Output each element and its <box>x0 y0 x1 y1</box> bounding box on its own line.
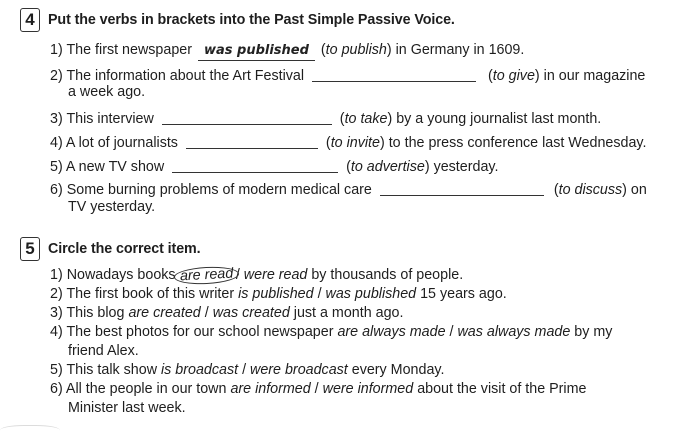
item-text: This talk show <box>66 362 158 378</box>
option-2[interactable]: was published <box>325 286 417 302</box>
answer-blank[interactable] <box>172 157 338 173</box>
exercise-4-header <box>20 8 455 32</box>
page-edge-decoration <box>0 425 60 438</box>
item-number: 2) <box>50 286 63 302</box>
option-1[interactable]: are informed <box>230 381 311 397</box>
item-number: 1) <box>50 267 63 283</box>
item-text: A lot of journalists <box>65 135 178 151</box>
option-2[interactable]: were broadcast <box>250 362 348 378</box>
option-circled[interactable]: are read <box>173 265 239 285</box>
item-number: 6) <box>50 182 63 198</box>
item-text: Some burning problems of modern medical care <box>66 182 372 198</box>
option-2[interactable]: were informed <box>322 381 414 397</box>
item-number: 2) <box>50 68 63 84</box>
item-text: in Germany in 1609. <box>395 42 525 58</box>
answer-blank[interactable] <box>162 109 332 125</box>
option-1[interactable]: are created <box>128 305 201 321</box>
item-number: 1) <box>50 42 63 58</box>
item-text: about the visit of the Prime <box>417 381 587 397</box>
item-number: 5) <box>50 159 63 175</box>
ex4-item-5: 5) A new TV show (to advertise) yesterday. <box>50 159 499 175</box>
item-text: in our magazine <box>543 68 646 84</box>
item-text: by my <box>574 324 613 340</box>
ex4-item-6-continuation: TV yesterday. <box>68 199 156 215</box>
ex4-item-3: 3) This interview (to take) by a young journalist last month. <box>50 111 602 127</box>
verb-hint: to discuss <box>558 182 623 198</box>
item-text: on <box>630 182 647 198</box>
option-1[interactable]: is broadcast <box>161 362 239 378</box>
ex5-item-6: 6) All the people in our town are informed / were informed about the visit of the Prime <box>50 381 587 397</box>
item-text: yesterday. <box>433 159 499 175</box>
item-text: This blog <box>66 305 125 321</box>
ex4-item-2-continuation: a week ago. <box>68 84 146 100</box>
exercise-4-number: 4 <box>20 8 40 32</box>
item-number: 6) <box>50 381 63 397</box>
answer-blank[interactable] <box>380 180 544 196</box>
item-text: by thousands of people. <box>311 267 464 283</box>
verb-hint: to advertise <box>350 159 425 175</box>
exercise-5-header <box>20 237 201 261</box>
item-text: The information about the Art Festival <box>66 68 305 84</box>
item-text: The best photos for our school newspaper <box>66 324 334 340</box>
ex5-item-4-continuation: friend Alex. <box>68 343 139 359</box>
verb-hint: to take <box>344 111 388 127</box>
ex4-item-4: 4) A lot of journalists (to invite) to the press conference last Wednesday. <box>50 135 647 151</box>
item-text: A new TV show <box>65 159 165 175</box>
option-2[interactable]: was always made <box>457 324 571 340</box>
answer-blank[interactable] <box>312 66 476 82</box>
option-1[interactable]: are always made <box>337 324 446 340</box>
verb-hint: to publish <box>325 42 387 58</box>
item-text: just a month ago. <box>293 305 404 321</box>
ex5-item-1: 1) Nowadays books are read / were read by thousands of people. <box>50 265 464 285</box>
item-text: every Monday. <box>351 362 445 378</box>
ex4-item-1: 1) The first newspaper was published (to publish) in Germany in 1609. <box>50 41 524 61</box>
item-text: 15 years ago. <box>420 286 507 302</box>
ex5-item-2: 2) The first book of this writer is published / was published 15 years ago. <box>50 286 507 302</box>
ex4-item-2: 2) The information about the Art Festival (to give) in our magazine <box>50 68 646 84</box>
ex4-item-6: 6) Some burning problems of modern medical care (to discuss) on <box>50 182 647 198</box>
item-text: Nowadays books <box>66 267 176 283</box>
item-number: 4) <box>50 324 63 340</box>
item-number: 3) <box>50 111 63 127</box>
item-number: 3) <box>50 305 63 321</box>
option-1[interactable]: is published <box>238 286 314 302</box>
ex5-item-5: 5) This talk show is broadcast / were broadcast every Monday. <box>50 362 445 378</box>
exercise-4-title: Put the verbs in brackets into the Past Simple Passive Voice. <box>48 12 455 28</box>
item-number: 4) <box>50 135 63 151</box>
item-text: All the people in our town <box>65 381 227 397</box>
item-text: The first book of this writer <box>66 286 235 302</box>
item-text: This interview <box>66 111 154 127</box>
option-2[interactable]: were read <box>243 267 308 283</box>
ex5-item-6-continuation: Minister last week. <box>68 400 186 416</box>
option-2[interactable]: was created <box>212 305 290 321</box>
item-text: by a young journalist last month. <box>396 111 602 127</box>
ex5-item-4: 4) The best photos for our school newspaper are always made / was always made by my <box>50 324 613 340</box>
item-text: The first newspaper <box>66 42 192 58</box>
exercise-5-number: 5 <box>20 237 40 261</box>
verb-hint: to give <box>492 68 535 84</box>
item-text: to the press conference last Wednesday. <box>388 135 647 151</box>
ex5-item-3: 3) This blog are created / was created just a month ago. <box>50 305 404 321</box>
item-number: 5) <box>50 362 63 378</box>
exercise-5-title: Circle the correct item. <box>48 241 201 257</box>
answer-blank[interactable] <box>186 133 318 149</box>
answer-blank-filled[interactable]: was published <box>198 41 315 61</box>
verb-hint: to invite <box>330 135 380 151</box>
